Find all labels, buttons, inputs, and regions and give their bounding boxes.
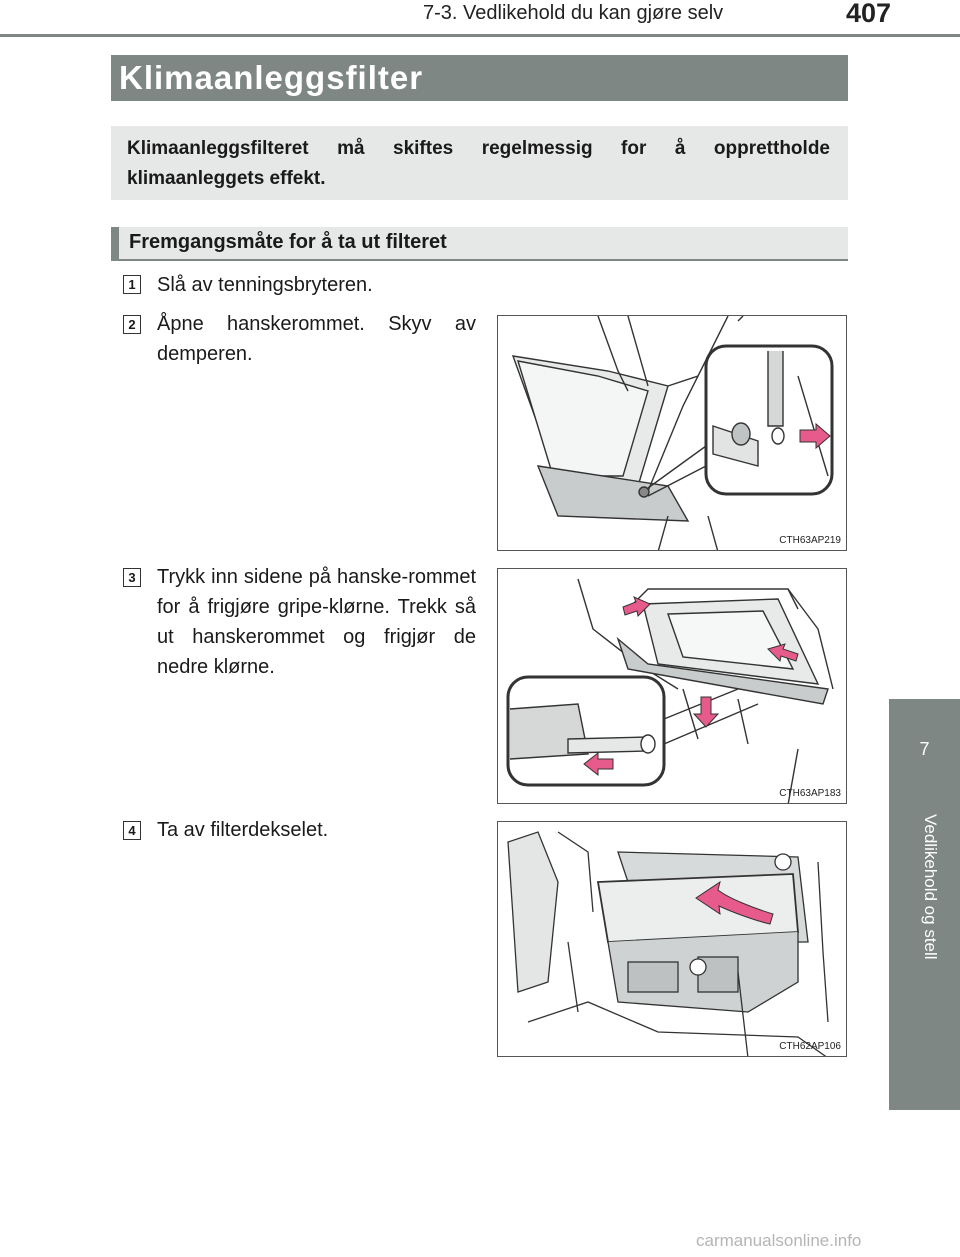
- section-heading: [111, 227, 848, 261]
- page-title: Klimaanleggsfilter: [119, 59, 424, 96]
- figure-code: CTH63AP219: [779, 535, 841, 546]
- step-badge: 2: [123, 315, 141, 334]
- glovebox-damper-illustration: [498, 316, 847, 551]
- figure-filter-cover: [497, 821, 847, 1057]
- chapter-tab: [889, 699, 960, 1110]
- header-rule: [0, 34, 960, 37]
- page-number: 407: [846, 0, 892, 28]
- step-text: Ta av filterdekselet.: [157, 819, 329, 841]
- step-text: Trykk inn sidene på hanske-rommet for å frigjøre gripe-klørne. Trekk så ut hanskerommet og frigjør de nedre klørne.: [157, 566, 476, 678]
- chapter-number: 7: [919, 739, 930, 759]
- figure-code: CTH62AP106: [779, 1041, 841, 1052]
- step-badge: 4: [123, 821, 141, 840]
- figure-glovebox-claws: [497, 568, 847, 804]
- intro-text: Klimaanleggsfilteret må skiftes regelmessig for å opprettholde klimaanleggets effekt.: [127, 138, 830, 189]
- step-badge: 1: [123, 275, 141, 294]
- running-header: 7-3. Vedlikehold du kan gjøre selv: [423, 2, 724, 24]
- chapter-title: Vedlikehold og stell: [921, 814, 940, 960]
- step-text: Slå av tenningsbryteren.: [157, 274, 373, 296]
- page-title-bar: [111, 55, 848, 101]
- glovebox-claws-illustration: [498, 569, 847, 804]
- filter-cover-illustration: [498, 822, 847, 1057]
- watermark[interactable]: carmanualsonline.info: [696, 1231, 862, 1250]
- figure-glovebox-damper: [497, 315, 847, 551]
- step-badge: 3: [123, 568, 141, 587]
- section-heading-text: Fremgangsmåte for å ta ut filteret: [129, 231, 447, 253]
- figure-code: CTH63AP183: [779, 788, 841, 799]
- intro-box: [111, 126, 848, 200]
- step-text: Åpne hanskerommet. Skyv av demperen.: [157, 313, 476, 365]
